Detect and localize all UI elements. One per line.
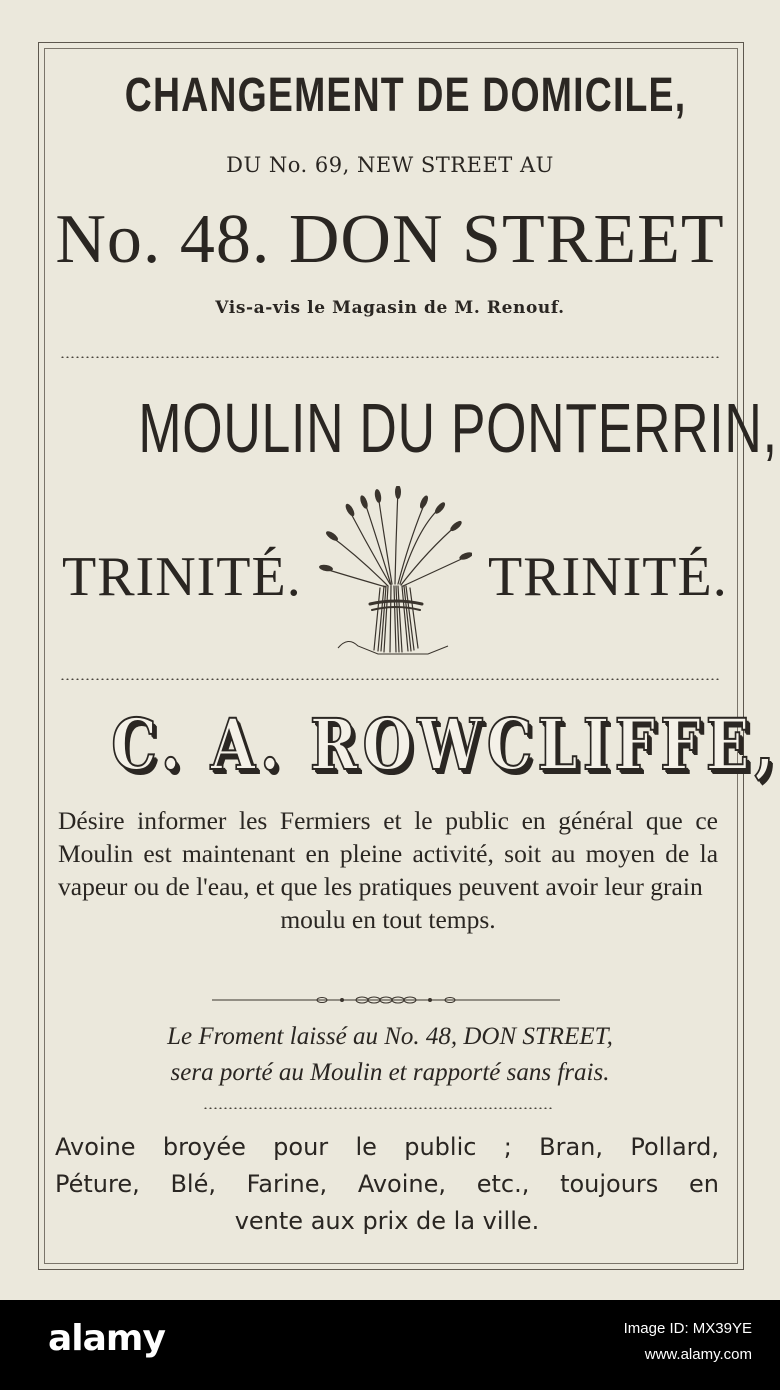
dotted-divider-3 xyxy=(203,1107,553,1109)
paragraph-line: général que ce Moulin est maintenant en pleine xyxy=(58,806,718,868)
headline: CHANGEMENT DE DOMICILE, xyxy=(124,69,687,122)
ornamental-rule xyxy=(212,996,560,1004)
from-address: DU No. 69, NEW STREET AU xyxy=(226,153,554,177)
closing-line: vente aux prix de la ville. xyxy=(234,1207,540,1235)
site-url: www.alamy.com xyxy=(644,1346,752,1363)
paragraph-line: Désire informer les Fermiers et le public en xyxy=(58,806,546,835)
mill-name: MOULIN DU PONTERRIN, xyxy=(138,389,778,467)
announcement-paragraph xyxy=(58,804,718,936)
closing-line: Avoine broyée pour le public ; Bran, Pollard, xyxy=(55,1133,719,1161)
paragraph-line: activité, soit au moyen de la vapeur ou de l'eau, xyxy=(58,839,719,901)
wheat-sheaf-icon xyxy=(318,486,472,658)
new-address xyxy=(50,200,730,280)
closing-line: Péture, Blé, Farine, Avoine, etc., toujours en xyxy=(55,1170,719,1198)
parish-left: TRINITÉ. xyxy=(62,546,302,608)
parish-right: TRINITÉ. xyxy=(488,546,728,608)
paragraph-line: moulu en tout temps. xyxy=(280,905,496,934)
address-no: No xyxy=(55,201,143,278)
opposite-note: Vis-a-vis le Magasin de M. Renouf. xyxy=(215,298,565,318)
proprietor-name: C. A. ROWCLIFFE, xyxy=(111,703,780,786)
paragraph-line: et que les pratiques peuvent avoir leur grain xyxy=(255,872,703,901)
address-main: . 48. DON STREET xyxy=(142,201,725,278)
dotted-divider-2 xyxy=(60,678,720,680)
alamy-logo: alamy xyxy=(48,1318,165,1359)
italic-notice-line2: sera porté au Moulin et rapporté sans frais. xyxy=(170,1059,610,1086)
dotted-divider-1 xyxy=(60,356,720,358)
image-id: Image ID: MX39YE xyxy=(623,1320,752,1337)
italic-notice-line1: Le Froment laissé au No. 48, DON STREET, xyxy=(167,1023,613,1050)
